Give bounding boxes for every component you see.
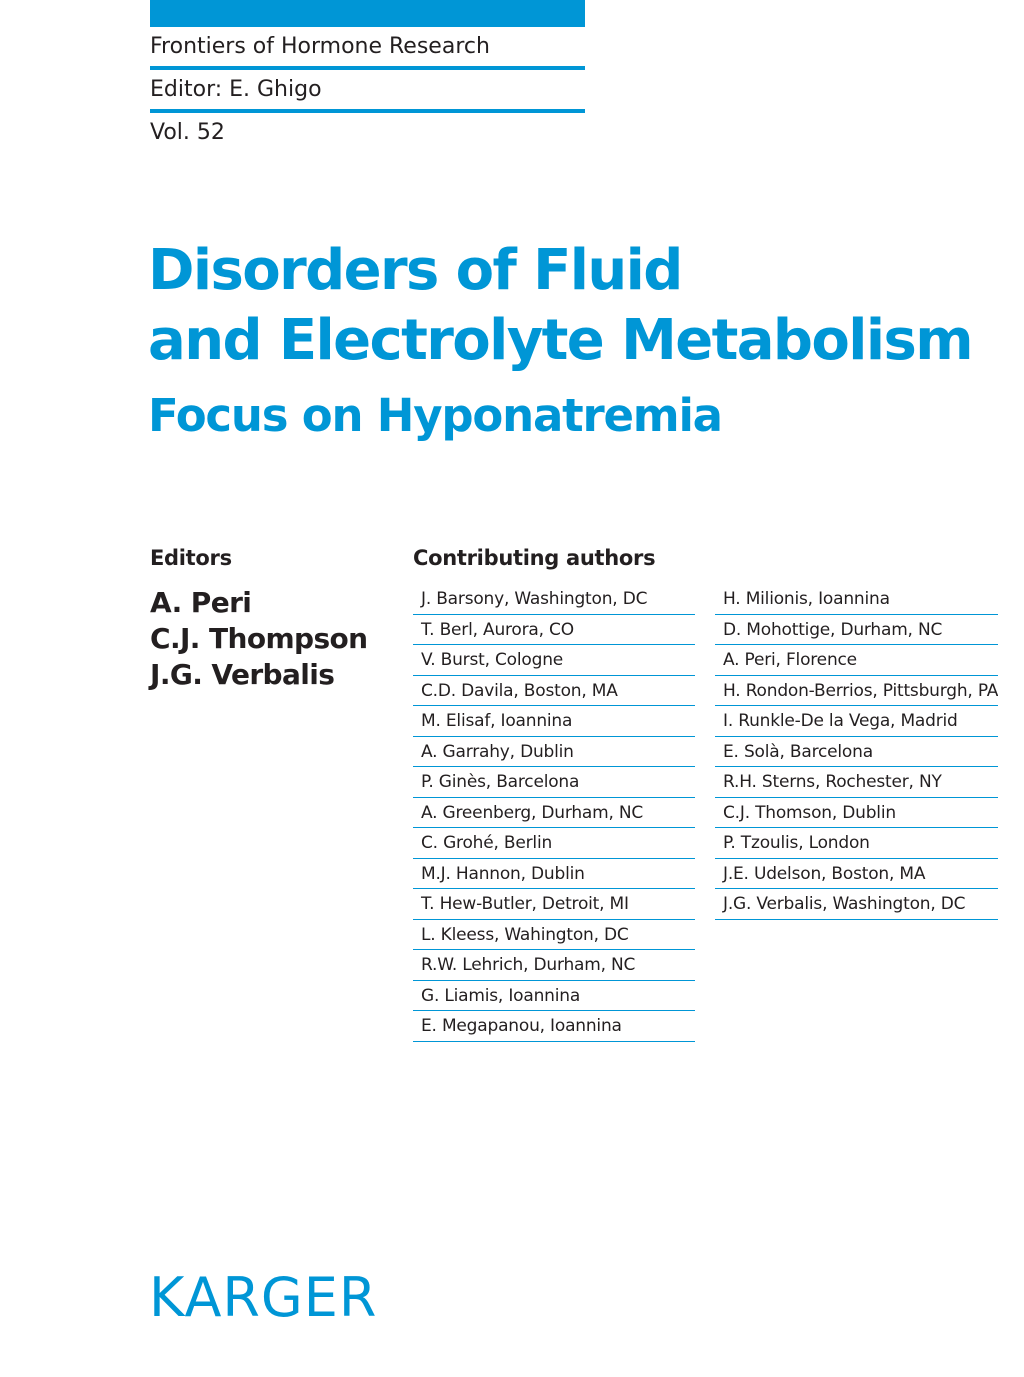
book-title	[148, 236, 1008, 376]
author-item: D. Mohottige, Durham, NC	[715, 615, 998, 646]
author-item: A. Greenberg, Durham, NC	[413, 798, 695, 829]
series-volume: Vol. 52	[150, 120, 225, 145]
contributors-section	[413, 544, 1003, 1036]
series-header	[150, 0, 585, 152]
contributors-heading: Contributing authors	[413, 546, 656, 570]
author-item: V. Burst, Cologne	[413, 645, 695, 676]
author-item: J.E. Udelson, Boston, MA	[715, 859, 998, 890]
author-item: C. Grohé, Berlin	[413, 828, 695, 859]
author-item: I. Runkle-De la Vega, Madrid	[715, 706, 998, 737]
editor-name: C.J. Thompson	[150, 622, 368, 655]
author-item: T. Berl, Aurora, CO	[413, 615, 695, 646]
contributors-column-1	[413, 584, 695, 1042]
author-item: P. Ginès, Barcelona	[413, 767, 695, 798]
editor-list	[150, 585, 400, 693]
top-accent-bar	[150, 0, 585, 27]
book-title-block	[148, 236, 1008, 446]
author-item: R.W. Lehrich, Durham, NC	[413, 950, 695, 981]
publisher-logo: KARGER	[149, 1266, 378, 1329]
author-item: J.G. Verbalis, Washington, DC	[715, 889, 998, 920]
author-item: E. Megapanou, Ioannina	[413, 1011, 695, 1042]
author-item: J. Barsony, Washington, DC	[413, 584, 695, 615]
author-item: H. Milionis, Ioannina	[715, 584, 998, 615]
author-item: A. Garrahy, Dublin	[413, 737, 695, 768]
author-item: M. Elisaf, Ioannina	[413, 706, 695, 737]
author-item: E. Solà, Barcelona	[715, 737, 998, 768]
editors-section	[150, 544, 400, 693]
author-item: M.J. Hannon, Dublin	[413, 859, 695, 890]
author-item: C.J. Thomson, Dublin	[715, 798, 998, 829]
author-item: A. Peri, Florence	[715, 645, 998, 676]
author-item: H. Rondon-Berrios, Pittsburgh, PA	[715, 676, 998, 707]
book-title-line-2: and Electrolyte Metabolism	[148, 308, 972, 373]
series-editor: Editor: E. Ghigo	[150, 77, 322, 102]
editors-heading: Editors	[150, 546, 232, 570]
author-item: R.H. Sterns, Rochester, NY	[715, 767, 998, 798]
book-title-line-1: Disorders of Fluid	[148, 238, 682, 303]
editor-name: J.G. Verbalis	[150, 658, 335, 691]
author-item: T. Hew-Butler, Detroit, MI	[413, 889, 695, 920]
author-item: G. Liamis, Ioannina	[413, 981, 695, 1012]
series-name: Frontiers of Hormone Research	[150, 34, 490, 59]
contributors-column-2	[715, 584, 998, 920]
author-item: P. Tzoulis, London	[715, 828, 998, 859]
editor-name: A. Peri	[150, 586, 252, 619]
book-subtitle: Focus on Hyponatremia	[148, 389, 722, 442]
author-item: C.D. Davila, Boston, MA	[413, 676, 695, 707]
author-item: L. Kleess, Wahington, DC	[413, 920, 695, 951]
